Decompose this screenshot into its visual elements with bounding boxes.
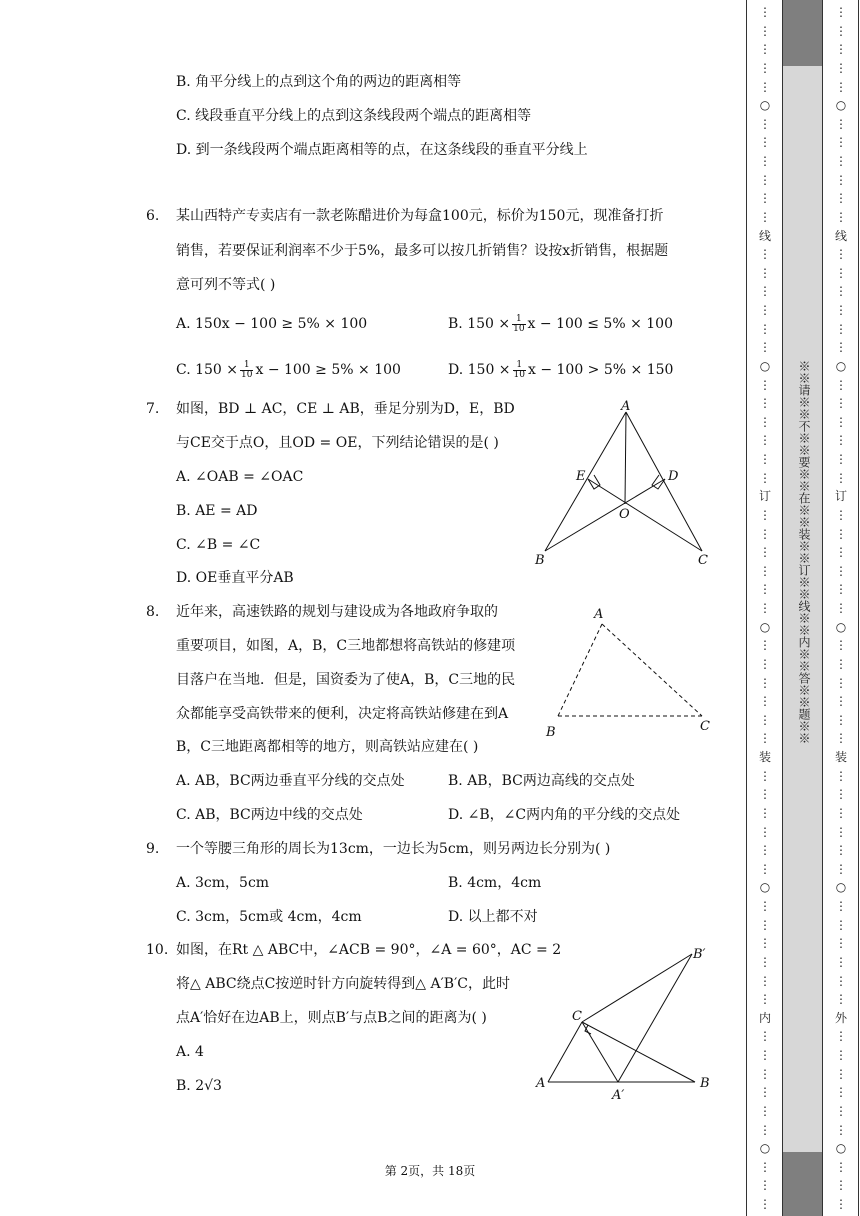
q10-segment-a2b2 bbox=[618, 954, 692, 1082]
fraction-numerator: 1 bbox=[240, 361, 253, 371]
binding-dot: ⋮ bbox=[835, 1066, 847, 1081]
binding-dot: ⋮ bbox=[835, 954, 847, 969]
binding-warning-text: ※※请※※不※※要※※在※※装※※订※※线※※内※※答※※题※※ bbox=[797, 360, 811, 744]
binding-dot: ⋮ bbox=[759, 116, 771, 131]
q8-option-b: B. AB，BC两边高线的交点处 bbox=[448, 773, 635, 789]
binding-dot: ⋮ bbox=[835, 433, 847, 448]
binding-dot: ⋮ bbox=[759, 824, 771, 839]
binding-circle: ○ bbox=[759, 619, 771, 634]
binding-dot: ⋮ bbox=[759, 5, 771, 19]
fraction-1-10 bbox=[512, 315, 525, 334]
q8-stem-line3: 目落户在当地．但是，国资委为了使A，B，C三地的民 bbox=[176, 672, 516, 688]
binding-dot: ⋮ bbox=[835, 1159, 847, 1174]
binding-dot: ⋮ bbox=[759, 1066, 771, 1081]
q10-option-b: B. 2√3 bbox=[176, 1078, 222, 1094]
q10-stem-line1: 如图，在Rt △ ABC中，∠ACB = 90°，∠A = 60°，AC = 2 bbox=[176, 942, 562, 958]
q9-number: 9. bbox=[146, 841, 160, 857]
q7-option-b: B. AE = AD bbox=[176, 503, 258, 519]
binding-dot: ⋮ bbox=[759, 731, 771, 746]
binding-dot: ⋮ bbox=[759, 1159, 771, 1174]
binding-dot: ⋮ bbox=[759, 1029, 771, 1044]
binding-label: 订 bbox=[834, 489, 847, 504]
fraction-numerator: 1 bbox=[513, 361, 526, 371]
q6-option-c-prefix: C. 150 × bbox=[176, 362, 239, 378]
q7-option-c: C. ∠B = ∠C bbox=[176, 537, 261, 553]
q10-label-b: B bbox=[700, 1076, 710, 1091]
q8-option-d: D. ∠B，∠C两内角的平分线的交点处 bbox=[448, 807, 681, 823]
binding-dot: ⋮ bbox=[759, 340, 771, 355]
binding-dot: ⋮ bbox=[835, 563, 847, 578]
binding-dot: ⋮ bbox=[835, 1085, 847, 1100]
binding-dot: ⋮ bbox=[835, 1197, 847, 1211]
binding-border-right bbox=[858, 0, 859, 1216]
q7-stem-line1: 如图，BD ⊥ AC，CE ⊥ AB，垂足分别为D，E，BD bbox=[176, 401, 515, 417]
q9-option-a: A. 3cm，5cm bbox=[176, 875, 270, 891]
q10-stem-line2: 将△ ABC绕点C按逆时针方向旋转得到△ A′B′C，此时 bbox=[176, 976, 510, 992]
binding-dot: ⋮ bbox=[835, 917, 847, 932]
binding-dot: ⋮ bbox=[835, 992, 847, 1007]
binding-dot: ⋮ bbox=[835, 601, 847, 615]
binding-dot: ⋮ bbox=[835, 731, 847, 746]
binding-circle: ○ bbox=[759, 1141, 771, 1156]
binding-dot: ⋮ bbox=[759, 452, 771, 466]
binding-dot: ⋮ bbox=[835, 843, 847, 858]
binding-dot: ⋮ bbox=[835, 154, 847, 168]
q10-rotation-figure bbox=[530, 944, 720, 1104]
q6-option-d bbox=[448, 360, 673, 380]
binding-dot: ⋮ bbox=[759, 135, 771, 150]
binding-dot: ⋮ bbox=[759, 936, 771, 951]
binding-dot: ⋮ bbox=[759, 209, 771, 224]
q10-segment-cb2 bbox=[582, 954, 692, 1022]
q10-segment-cb bbox=[582, 1022, 695, 1082]
binding-dot: ⋮ bbox=[759, 321, 771, 336]
q8-stem-line5: B，C三地距离都相等的地方，则高铁站应建在( ) bbox=[176, 739, 479, 755]
binding-inner-column bbox=[754, 6, 776, 1210]
q10-label-c: C bbox=[572, 1009, 582, 1024]
q6-option-b bbox=[448, 314, 673, 334]
binding-dot: ⋮ bbox=[759, 545, 771, 560]
binding-circle: ○ bbox=[835, 880, 847, 895]
page-footer: 第 2页，共 18页 bbox=[384, 1164, 476, 1178]
binding-dot: ⋮ bbox=[759, 563, 771, 578]
binding-dot: ⋮ bbox=[835, 675, 847, 690]
binding-dot: ⋮ bbox=[835, 861, 847, 876]
binding-dot: ⋮ bbox=[759, 172, 771, 187]
binding-label: 线 bbox=[758, 228, 771, 243]
binding-grey-block-top bbox=[783, 0, 822, 66]
q8-number: 8. bbox=[146, 604, 160, 620]
q6-option-b-suffix: x − 100 ≤ 5% × 100 bbox=[527, 316, 673, 332]
binding-grey-block-bottom bbox=[783, 1152, 822, 1216]
binding-circle: ○ bbox=[835, 98, 847, 113]
binding-dot: ⋮ bbox=[835, 1103, 847, 1118]
q10-number: 10. bbox=[146, 942, 169, 958]
binding-dot: ⋮ bbox=[835, 545, 847, 560]
q7-stem-line2: 与CE交于点O，且OD = OE，下列结论错误的是( ) bbox=[176, 435, 499, 451]
q8-segment-ab bbox=[558, 624, 602, 716]
binding-circle: ○ bbox=[835, 619, 847, 634]
binding-dot: ⋮ bbox=[835, 5, 847, 19]
q9-option-c: C. 3cm，5cm或 4cm，4cm bbox=[176, 909, 362, 925]
q5-option-c: C. 线段垂直平分线上的点到这条线段两个端点的距离相等 bbox=[176, 108, 532, 124]
q7-right-angle-d bbox=[652, 475, 665, 489]
fraction-denominator: 10 bbox=[513, 323, 525, 334]
binding-dot: ⋮ bbox=[759, 396, 771, 411]
binding-dot: ⋮ bbox=[759, 843, 771, 858]
binding-dot: ⋮ bbox=[759, 1048, 771, 1062]
binding-dot: ⋮ bbox=[835, 638, 847, 653]
binding-dot: ⋮ bbox=[759, 675, 771, 690]
binding-circle: ○ bbox=[759, 358, 771, 373]
q8-stem-line2: 重要项目，如图，A，B，C三地都想将高铁站的修建项 bbox=[176, 638, 516, 654]
binding-dot: ⋮ bbox=[759, 917, 771, 932]
q8-dashed-triangle-figure bbox=[540, 602, 720, 742]
binding-dot: ⋮ bbox=[835, 694, 847, 709]
q7-label-e: E bbox=[576, 469, 586, 484]
q10-label-a: A bbox=[536, 1076, 546, 1091]
binding-dot: ⋮ bbox=[835, 507, 847, 522]
binding-label: 订 bbox=[758, 489, 771, 504]
binding-dot: ⋮ bbox=[835, 1048, 847, 1062]
binding-dot: ⋮ bbox=[835, 191, 847, 206]
q8-option-c: C. AB，BC两边中线的交点处 bbox=[176, 807, 363, 823]
binding-dot: ⋮ bbox=[759, 507, 771, 522]
binding-circle: ○ bbox=[835, 1141, 847, 1156]
q7-option-a: A. ∠OAB = ∠OAC bbox=[176, 469, 304, 485]
q8-stem-line4: 众都能享受高铁带来的便利，决定将高铁站修建在到A bbox=[176, 706, 509, 722]
binding-dot: ⋮ bbox=[759, 414, 771, 429]
fraction-denominator: 10 bbox=[241, 369, 253, 380]
q10-label-b-prime: B′ bbox=[693, 947, 706, 962]
binding-dot: ⋮ bbox=[835, 526, 847, 541]
binding-dot: ⋮ bbox=[835, 303, 847, 317]
binding-dot: ⋮ bbox=[759, 787, 771, 802]
binding-dot: ⋮ bbox=[835, 656, 847, 671]
binding-dot: ⋮ bbox=[835, 414, 847, 429]
q7-label-a: A bbox=[621, 399, 631, 414]
q6-option-d-suffix: x − 100 > 5% × 150 bbox=[527, 362, 674, 378]
q8-label-c: C bbox=[700, 719, 710, 734]
binding-dot: ⋮ bbox=[759, 154, 771, 168]
q6-stem-line1: 某山西特产专卖店有一款老陈醋进价为每盒100元，标价为150元，现准备打折 bbox=[176, 208, 664, 224]
binding-dot: ⋮ bbox=[759, 1178, 771, 1193]
binding-dot: ⋮ bbox=[835, 209, 847, 224]
q7-option-d: D. OE垂直平分AB bbox=[176, 570, 294, 586]
q6-option-b-prefix: B. 150 × bbox=[448, 316, 511, 332]
binding-dot: ⋮ bbox=[759, 265, 771, 280]
binding-dot: ⋮ bbox=[835, 582, 847, 597]
fraction-denominator: 10 bbox=[513, 369, 525, 380]
binding-outer-column bbox=[830, 6, 852, 1210]
binding-dot: ⋮ bbox=[759, 526, 771, 541]
binding-dot: ⋮ bbox=[759, 656, 771, 671]
binding-dot: ⋮ bbox=[835, 805, 847, 820]
q7-segment-ab bbox=[545, 412, 626, 551]
binding-dot: ⋮ bbox=[759, 601, 771, 615]
binding-dot: ⋮ bbox=[835, 340, 847, 355]
q5-option-b: B. 角平分线上的点到这个角的两边的距离相等 bbox=[176, 74, 462, 90]
binding-dot: ⋮ bbox=[835, 824, 847, 839]
binding-border-mid-right bbox=[822, 0, 823, 1216]
binding-dot: ⋮ bbox=[759, 191, 771, 206]
binding-dot: ⋮ bbox=[759, 582, 771, 597]
binding-dot: ⋮ bbox=[759, 60, 771, 75]
binding-dot: ⋮ bbox=[835, 1178, 847, 1193]
binding-dot: ⋮ bbox=[835, 172, 847, 187]
binding-dot: ⋮ bbox=[835, 116, 847, 131]
binding-circle: ○ bbox=[759, 98, 771, 113]
q6-number: 6. bbox=[146, 208, 160, 224]
q10-label-a-prime: A′ bbox=[612, 1088, 625, 1103]
q5-option-d: D. 到一条线段两个端点距离相等的点，在这条线段的垂直平分线上 bbox=[176, 142, 588, 158]
q7-label-o: O bbox=[619, 507, 630, 522]
q7-label-b: B bbox=[535, 553, 545, 568]
q7-number: 7. bbox=[146, 401, 160, 417]
binding-dot: ⋮ bbox=[835, 1122, 847, 1137]
q10-segment-ac bbox=[548, 1022, 582, 1082]
binding-dot: ⋮ bbox=[759, 79, 771, 94]
binding-dot: ⋮ bbox=[759, 284, 771, 299]
binding-dot: ⋮ bbox=[759, 768, 771, 783]
q7-label-d: D bbox=[668, 469, 679, 484]
binding-dot: ⋮ bbox=[835, 936, 847, 951]
binding-dot: ⋮ bbox=[835, 787, 847, 802]
binding-dot: ⋮ bbox=[759, 1103, 771, 1118]
q6-option-a: A. 150x − 100 ≥ 5% × 100 bbox=[176, 316, 368, 332]
q7-triangle-figure bbox=[530, 396, 720, 571]
binding-dot: ⋮ bbox=[835, 135, 847, 150]
fraction-1-10 bbox=[240, 361, 253, 380]
q6-stem-line3: 意可列不等式( ) bbox=[176, 277, 276, 293]
binding-dot: ⋮ bbox=[759, 470, 771, 485]
binding-border-left bbox=[746, 0, 747, 1216]
q9-option-d: D. 以上都不对 bbox=[448, 909, 538, 925]
binding-dot: ⋮ bbox=[835, 712, 847, 727]
binding-dot: ⋮ bbox=[759, 42, 771, 57]
binding-dot: ⋮ bbox=[835, 1029, 847, 1044]
binding-dot: ⋮ bbox=[759, 433, 771, 448]
binding-dot: ⋮ bbox=[759, 712, 771, 727]
binding-dot: ⋮ bbox=[759, 377, 771, 392]
q7-label-c: C bbox=[698, 553, 708, 568]
binding-dot: ⋮ bbox=[759, 247, 771, 262]
binding-dot: ⋮ bbox=[835, 452, 847, 466]
binding-dot: ⋮ bbox=[835, 284, 847, 299]
q9-stem-line1: 一个等腰三角形的周长为13cm，一边长为5cm，则另两边长分别为( ) bbox=[176, 841, 611, 857]
binding-dot: ⋮ bbox=[759, 1085, 771, 1100]
q9-option-b: B. 4cm，4cm bbox=[448, 875, 542, 891]
binding-dot: ⋮ bbox=[835, 265, 847, 280]
binding-label: 外 bbox=[834, 1010, 847, 1025]
fraction-numerator: 1 bbox=[512, 315, 525, 325]
binding-dot: ⋮ bbox=[759, 638, 771, 653]
q8-stem-line1: 近年来，高速铁路的规划与建设成为各地政府争取的 bbox=[176, 604, 498, 620]
binding-dot: ⋮ bbox=[835, 23, 847, 38]
binding-dot: ⋮ bbox=[835, 973, 847, 988]
binding-dot: ⋮ bbox=[759, 23, 771, 38]
q10-option-a: A. 4 bbox=[176, 1044, 204, 1060]
binding-dot: ⋮ bbox=[759, 954, 771, 969]
binding-label: 装 bbox=[834, 750, 847, 764]
q8-option-a: A. AB，BC两边垂直平分线的交点处 bbox=[176, 773, 405, 789]
binding-circle: ○ bbox=[835, 358, 847, 373]
q6-option-c-suffix: x − 100 ≥ 5% × 100 bbox=[255, 362, 401, 378]
q7-segment-ac bbox=[626, 412, 702, 551]
q10-stem-line3: 点A′恰好在边AB上，则点B′与点B之间的距离为( ) bbox=[176, 1010, 487, 1026]
binding-dot: ⋮ bbox=[835, 377, 847, 392]
binding-label: 线 bbox=[834, 228, 847, 243]
binding-dot: ⋮ bbox=[759, 694, 771, 709]
q7-segment-ao bbox=[625, 412, 626, 504]
binding-dot: ⋮ bbox=[835, 42, 847, 57]
binding-dot: ⋮ bbox=[759, 303, 771, 317]
binding-dot: ⋮ bbox=[759, 1197, 771, 1211]
q6-option-d-prefix: D. 150 × bbox=[448, 362, 511, 378]
binding-dot: ⋮ bbox=[835, 79, 847, 94]
binding-dot: ⋮ bbox=[759, 805, 771, 820]
binding-dot: ⋮ bbox=[759, 973, 771, 988]
q8-label-b: B bbox=[546, 725, 556, 740]
binding-dot: ⋮ bbox=[835, 321, 847, 336]
binding-dot: ⋮ bbox=[759, 861, 771, 876]
binding-circle: ○ bbox=[759, 880, 771, 895]
fraction-1-10 bbox=[513, 361, 526, 380]
q8-segment-ac bbox=[602, 624, 702, 716]
q6-stem-line2: 销售，若要保证利润率不少于5%，最多可以按几折销售？设按x折销售，根据题 bbox=[176, 243, 669, 259]
q8-label-a: A bbox=[594, 607, 604, 622]
binding-dot: ⋮ bbox=[835, 396, 847, 411]
binding-dot: ⋮ bbox=[759, 1122, 771, 1137]
binding-dot: ⋮ bbox=[759, 899, 771, 913]
binding-label: 内 bbox=[758, 1010, 771, 1025]
binding-dot: ⋮ bbox=[835, 768, 847, 783]
binding-dot: ⋮ bbox=[835, 60, 847, 75]
binding-label: 装 bbox=[758, 750, 771, 764]
q7-right-angle-e bbox=[588, 475, 600, 489]
binding-dot: ⋮ bbox=[835, 470, 847, 485]
binding-dot: ⋮ bbox=[759, 992, 771, 1007]
binding-dot: ⋮ bbox=[835, 899, 847, 913]
q6-option-c bbox=[176, 360, 401, 380]
binding-dot: ⋮ bbox=[835, 247, 847, 262]
